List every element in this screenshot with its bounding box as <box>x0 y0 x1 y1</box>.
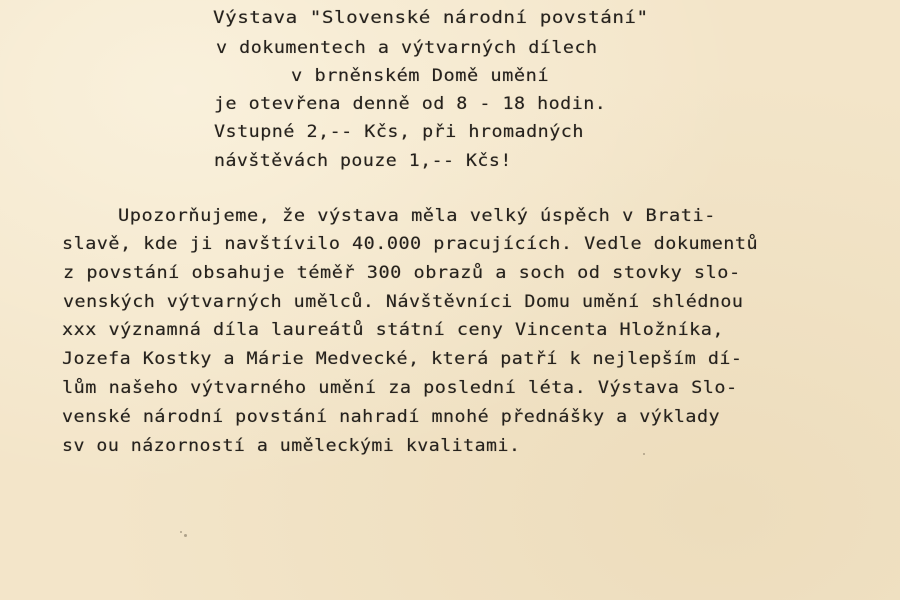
paragraph-line-8: venské národní povstání nahradí mnohé přednášky a výklady <box>62 407 721 427</box>
paper-speck <box>643 453 645 455</box>
paragraph-line-3: z povstání obsahuje téměř 300 obrazů a soch od stovky slo- <box>63 263 741 283</box>
notice-line-3: v brněnském Domě umění <box>291 66 550 86</box>
paragraph-line-7: lům našeho výtvarného umění za poslední léta. Výstava Slo- <box>62 378 738 398</box>
notice-line-4: je otevřena denně od 8 - 18 hodin. <box>214 94 607 114</box>
paragraph-line-6: Jozefa Kostky a Márie Medvecké, která patří k nejlepším dí- <box>62 349 743 369</box>
notice-line-5: Vstupné 2,-- Kčs, při hromadných <box>214 122 584 142</box>
paper-speck <box>180 531 182 533</box>
paragraph-line-9: sv ou názorností a uměleckými kvalitami. <box>62 436 521 456</box>
paper-speck <box>184 534 187 537</box>
notice-line-1: Výstava "Slovenské národní povstání" <box>213 8 649 28</box>
paragraph-line-1: Upozorňujeme, že výstava měla velký úspěch v Brati- <box>118 206 716 226</box>
paragraph-line-2: slavě, kde ji navštívilo 40.000 pracujících. Vedle dokumentů <box>62 234 759 254</box>
notice-line-2: v dokumentech a výtvarných dílech <box>216 38 598 58</box>
paragraph-line-5: xxx významná díla laureátů státní ceny Vincenta Hložníka, <box>62 320 725 340</box>
paragraph-line-4: venských výtvarných umělců. Návštěvníci Domu umění shlédnou <box>63 292 744 312</box>
notice-line-6: návštěvách pouze 1,-- Kčs! <box>214 151 512 171</box>
